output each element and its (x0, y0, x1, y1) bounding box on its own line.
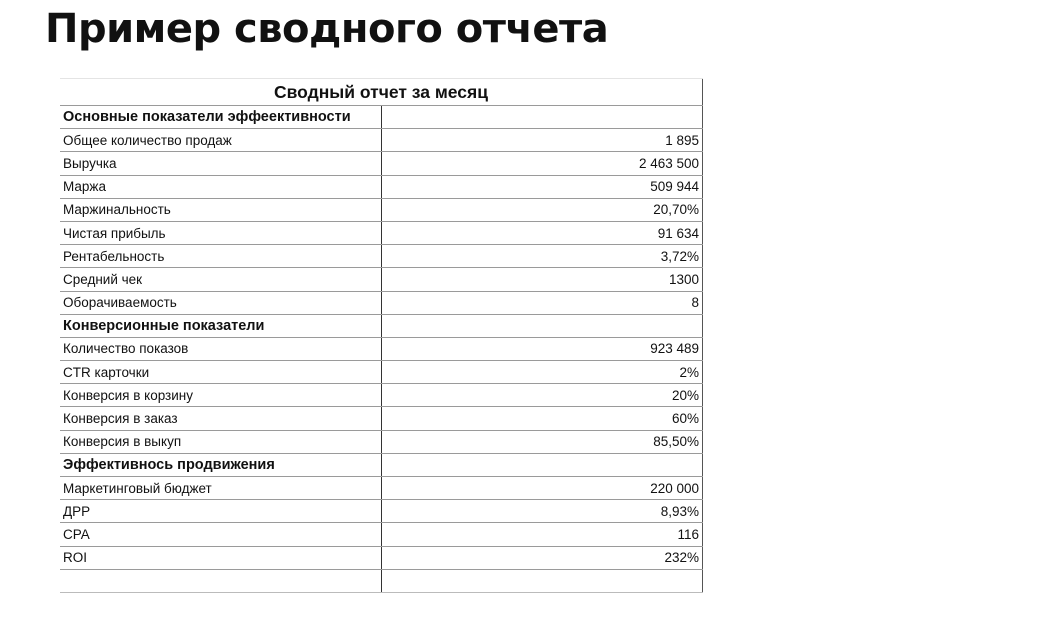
metric-label (60, 569, 381, 592)
metric-value: 2 463 500 (381, 152, 702, 175)
metric-value: 20% (381, 384, 702, 407)
table-row (60, 291, 703, 314)
table-row (60, 152, 703, 175)
metric-value: 3,72% (381, 245, 702, 268)
metric-value: 91 634 (381, 221, 702, 244)
section-label: Основные показатели эффеективности (60, 106, 381, 129)
metric-value: 1300 (381, 268, 702, 291)
metric-value: 8 (381, 291, 702, 314)
section-label: Эффективнось продвижения (60, 453, 381, 476)
table-row (60, 500, 703, 523)
summary-report-table (60, 78, 703, 593)
metric-value: 8,93% (381, 500, 702, 523)
metric-label: Рентабельность (60, 245, 381, 268)
metric-value: 85,50% (381, 430, 702, 453)
metric-value: 232% (381, 546, 702, 569)
report-title-row (60, 79, 703, 106)
table-row (60, 129, 703, 152)
metric-value: 116 (381, 523, 702, 546)
report-title: Сводный отчет за месяц (60, 79, 703, 106)
table-row (60, 221, 703, 244)
metric-value (381, 106, 702, 129)
metric-value: 60% (381, 407, 702, 430)
section-label: Конверсионные показатели (60, 314, 381, 337)
metric-label: ROI (60, 546, 381, 569)
metric-label: Общее количество продаж (60, 129, 381, 152)
table-row (60, 523, 703, 546)
metric-value (381, 453, 702, 476)
metric-value: 1 895 (381, 129, 702, 152)
metric-label: Оборачиваемость (60, 291, 381, 314)
metric-label: Конверсия в корзину (60, 384, 381, 407)
table-row (60, 361, 703, 384)
metric-label: Маржинальность (60, 198, 381, 221)
metric-label: Чистая прибыль (60, 221, 381, 244)
section-header-row (60, 106, 703, 129)
metric-value: 2% (381, 361, 702, 384)
metric-value: 220 000 (381, 477, 702, 500)
metric-label: Количество показов (60, 337, 381, 360)
metric-value: 509 944 (381, 175, 702, 198)
table-row (60, 337, 703, 360)
metric-label: Конверсия в выкуп (60, 430, 381, 453)
page-title: Пример сводного отчета (45, 6, 609, 52)
metric-label: CTR карточки (60, 361, 381, 384)
table-row (60, 546, 703, 569)
table-row (60, 384, 703, 407)
table-row (60, 407, 703, 430)
metric-value: 20,70% (381, 198, 702, 221)
section-header-row (60, 314, 703, 337)
metric-label: CPA (60, 523, 381, 546)
metric-value: 923 489 (381, 337, 702, 360)
table-row (60, 175, 703, 198)
table-row (60, 430, 703, 453)
metric-value (381, 569, 702, 592)
metric-label: Выручка (60, 152, 381, 175)
section-header-row (60, 453, 703, 476)
table-row (60, 477, 703, 500)
metric-label: Маржа (60, 175, 381, 198)
metric-label: Средний чек (60, 268, 381, 291)
empty-row (60, 569, 703, 592)
metric-value (381, 314, 702, 337)
table-row (60, 198, 703, 221)
table-row (60, 268, 703, 291)
table-row (60, 245, 703, 268)
metric-label: Маркетинговый бюджет (60, 477, 381, 500)
metric-label: Конверсия в заказ (60, 407, 381, 430)
metric-label: ДРР (60, 500, 381, 523)
